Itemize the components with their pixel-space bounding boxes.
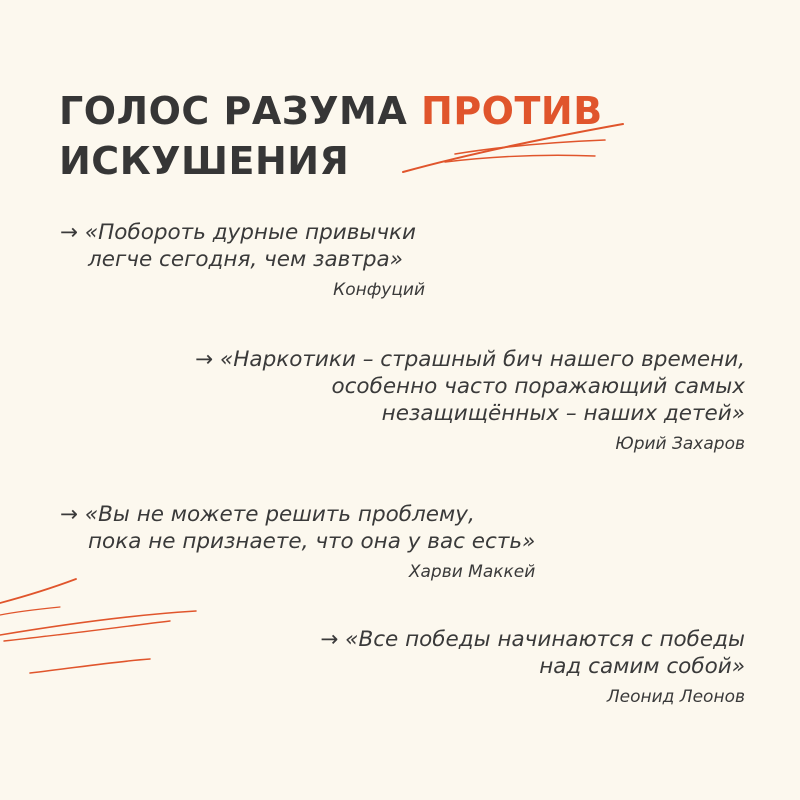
- quote-1: [60, 219, 428, 305]
- quote-3-author: Харви Маккей: [408, 562, 536, 582]
- quote-2-line-2: особенно часто поражающий самых: [331, 374, 745, 399]
- quote-1-author: Конфуций: [333, 280, 425, 300]
- title-line-2: ИСКУШЕНИЯ: [59, 139, 350, 183]
- quote-3: [60, 501, 535, 587]
- quote-4: [320, 626, 745, 712]
- quote-4-line-2: над самим собой»: [539, 654, 745, 679]
- arrow-right-icon: →: [195, 347, 214, 372]
- quote-3-line-1: → «Вы не можете решить проблему,: [60, 502, 475, 527]
- quote-1-line-1: → «Побороть дурные привычки: [60, 220, 417, 245]
- quote-2: [195, 346, 745, 459]
- quote-3-line-2: пока не признаете, что она у вас есть»: [88, 529, 536, 554]
- quote-1-line-2: легче сегодня, чем завтра»: [88, 247, 403, 272]
- quote-2-line-1: → «Наркотики – страшный бич нашего времени,: [195, 347, 745, 372]
- quote-4-author: Леонид Леонов: [606, 687, 745, 707]
- title-part-1: ГОЛОС РАЗУМА: [59, 89, 408, 133]
- arrow-right-icon: →: [320, 627, 339, 652]
- arrow-right-icon: →: [60, 220, 79, 245]
- title-line-1: [59, 86, 603, 136]
- bottom-left-scribble-decoration: [0, 575, 200, 695]
- page-title: [59, 86, 603, 186]
- quote-4-line-1: → «Все победы начинаются с победы: [320, 627, 745, 652]
- quote-2-author: Юрий Захаров: [615, 434, 745, 454]
- arrow-right-icon: →: [60, 502, 79, 527]
- quote-2-line-3: незащищённых – наших детей»: [381, 401, 745, 426]
- title-accent: ПРОТИВ: [421, 89, 603, 133]
